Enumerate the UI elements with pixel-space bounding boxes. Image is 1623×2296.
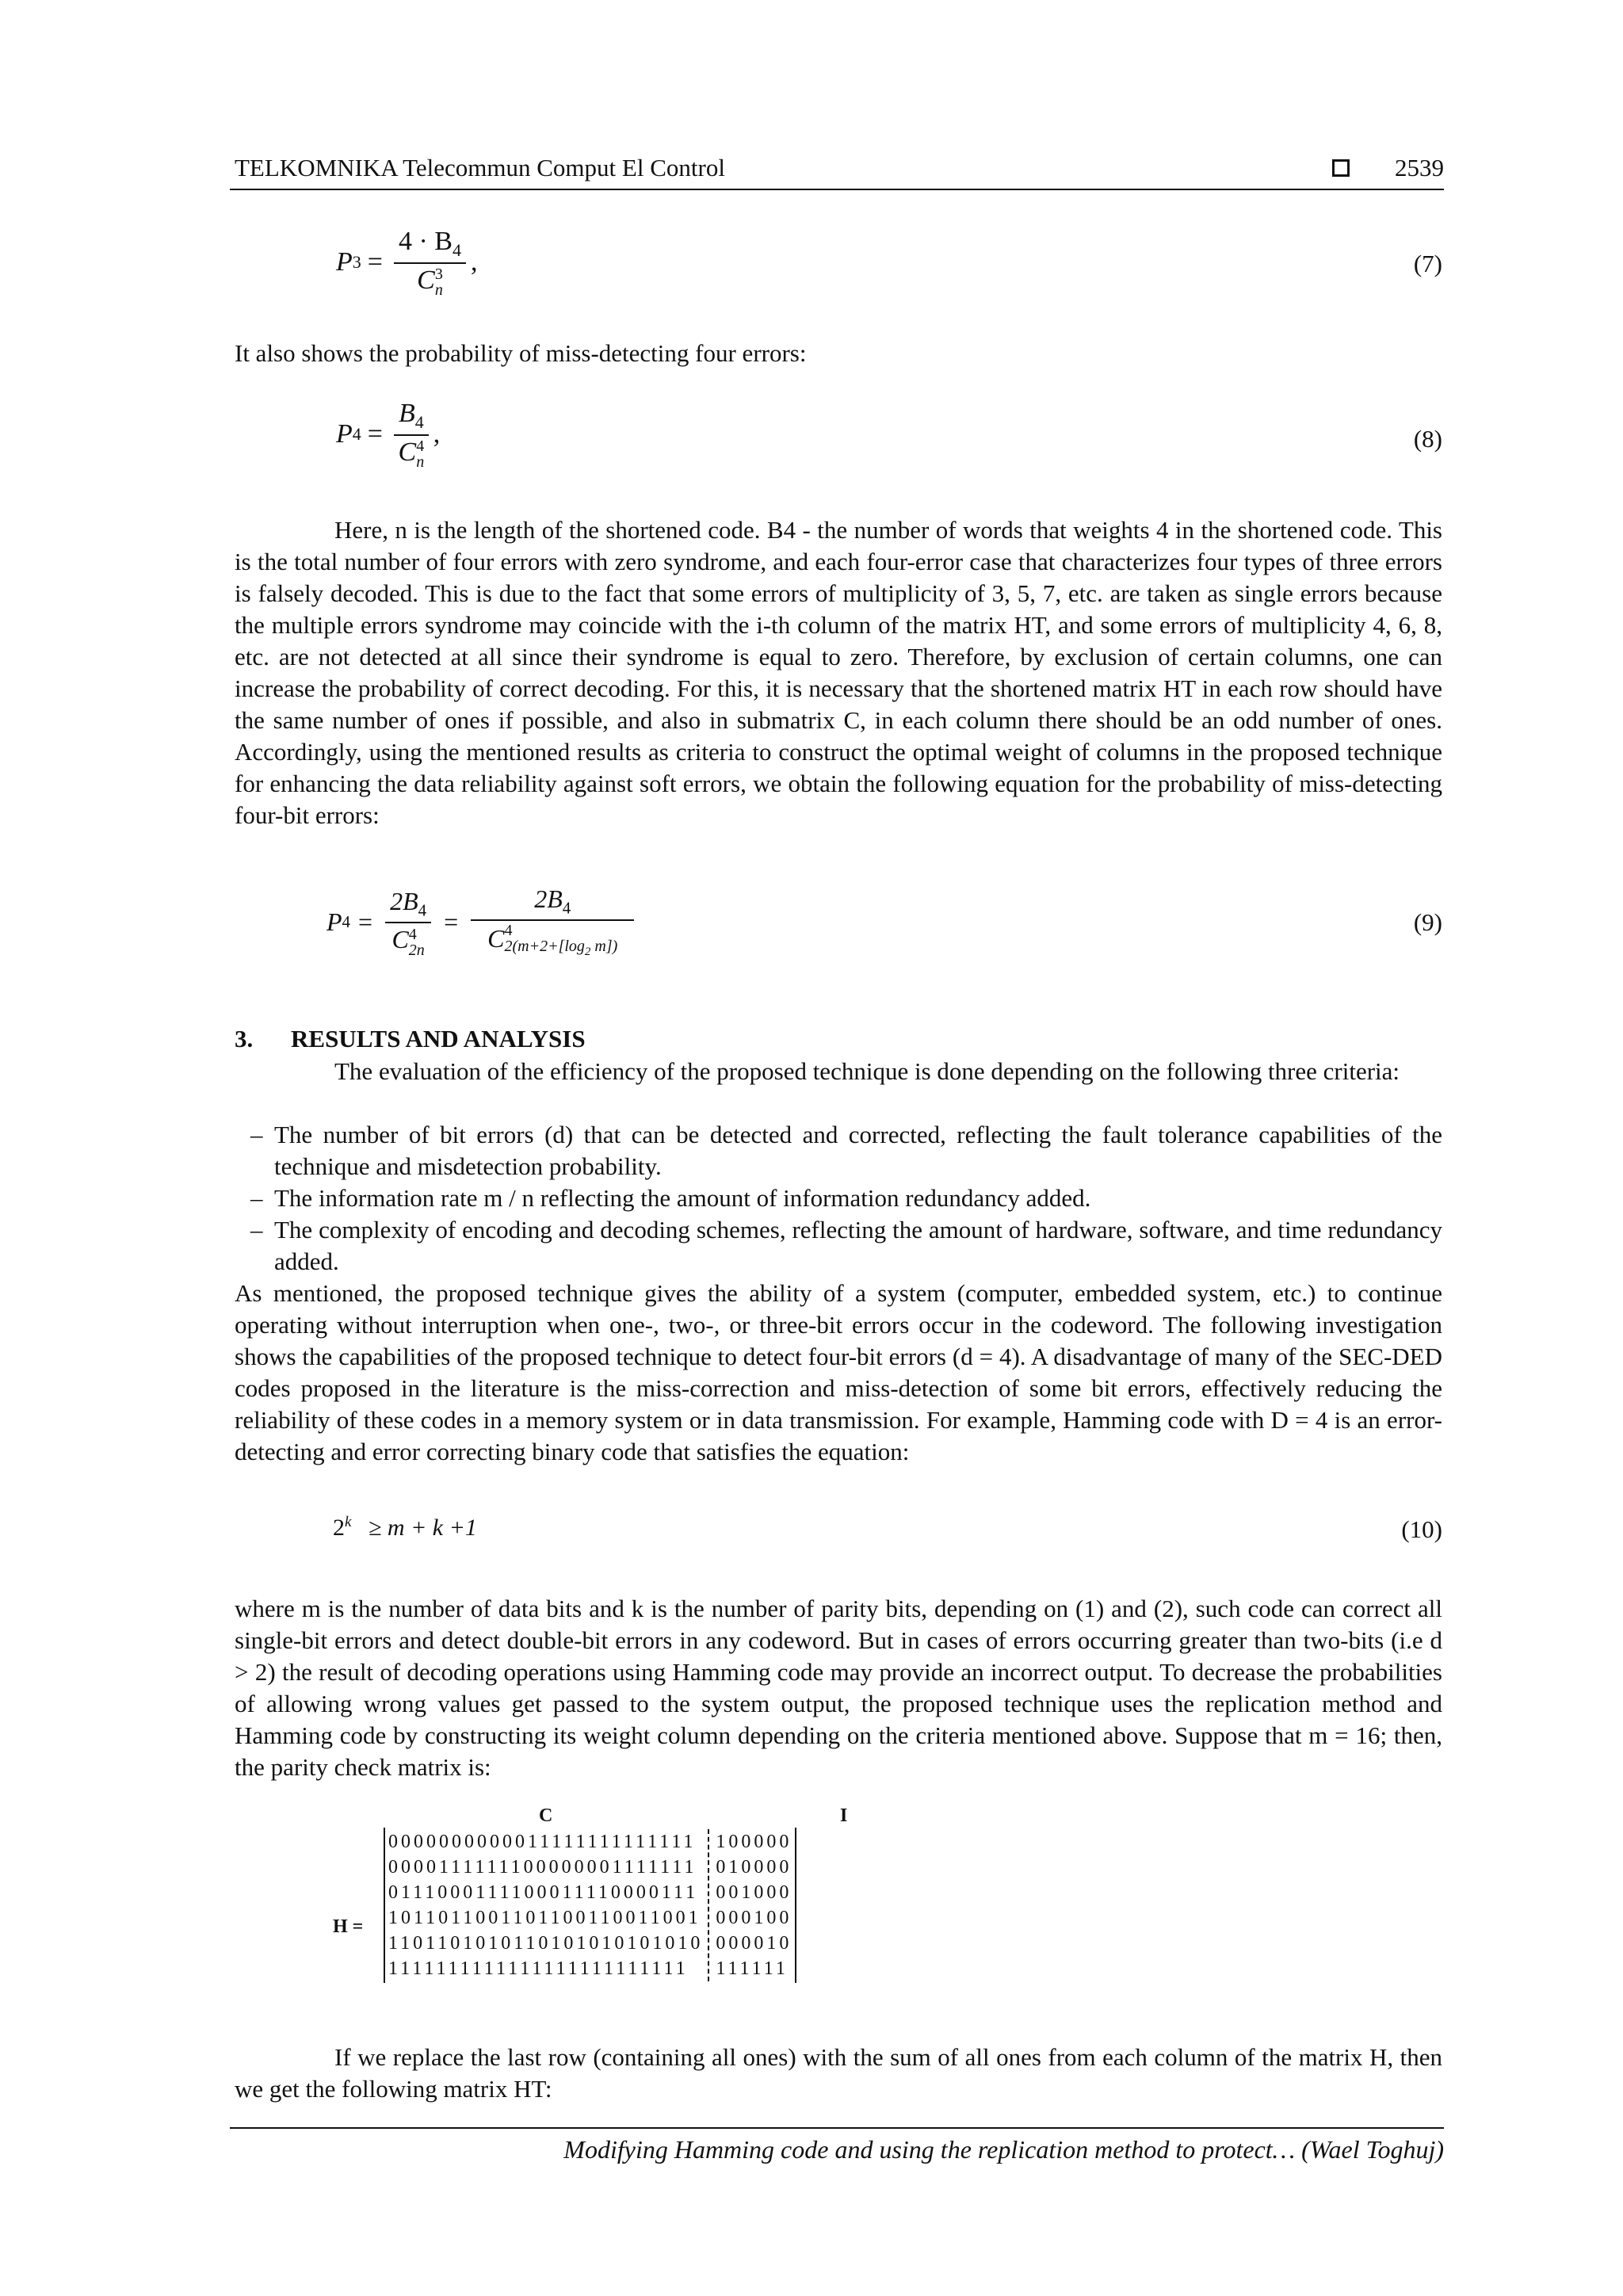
equation-10: 2$^k$ ≥ m + k +1 [333,1514,477,1541]
matrix-i-label: I [840,1805,848,1826]
matrix-i-block [716,1829,792,1981]
bullet-item-2: – The information rate m / n reflecting the amount of information redundancy added. [235,1182,1442,1214]
paragraph-intro-eq8: It also shows the probability of miss-detecting four errors: [235,339,807,367]
matrix-row: 000100 [716,1908,792,1928]
bullet-item-1: – The number of bit errors (d) that can be detected and corrected, reflecting the fault tolerance capabilities of the technique and misdetection probability. [250,1121,1442,1180]
matrix-row: 0000111111100000001111111 [388,1857,697,1878]
footer-title: Modifying Hamming code and using the replication method to protect… (Wael Toghuj) [563,2135,1444,2164]
matrix-row: 001000 [716,1882,792,1903]
running-header: TELKOMNIKA Telecommun Comput El Control [235,154,725,181]
matrix-row: 1101101010110101010101010 [388,1933,704,1954]
equation-8: P 4 = $B_4$ C 4 n , [336,399,441,471]
matrix-row: 100000 [716,1832,792,1852]
equation-10-label: (10) [1401,1515,1442,1543]
paragraph-where: where m is the number of data bits and k is the number of parity bits, depending on (1) and (2), such code can correct all single-bit errors and detect double-bit errors in any codeword. But in cases of errors occurring greater than two-bits (i.e d > 2) the result of decoding operations using Hamming code may provide an incorrect output. To decrease the probabilities of allowing wrong values get passed to the system output, the proposed technique uses the replication method and Hamming code by constructing its weight column depending on the criteria mentioned above. Suppose that m = 16; then, the parity check matrix is: [235,1595,1442,1781]
matrix-row: 0111000111100011110000111 [388,1882,699,1903]
matrix-label: H = [333,1916,364,1937]
paragraph-as-mentioned: As mentioned, the proposed technique gives the ability of a system (computer, embedded system, etc.) to continue operating without interruption when one-, two-, or three-bit errors occur in the codeword. The following investigation shows the capabilities of the proposed technique to detect four-bit errors (d = 4). A disadvantage of many of the SEC-DED codes proposed in the literature is the miss-correction and miss-detection of some bit errors, effectively reducing the reliability of these codes in a memory system or in data transmission. For example, Hamming code with D = 4 is an error-detecting and error correcting binary code that satisfies the equation: [235,1279,1442,1465]
paragraph-evaluation: The evaluation of the efficiency of the proposed technique is done depending on the following three criteria: [334,1057,1400,1085]
equation-9-label: (9) [1413,908,1442,936]
matrix-row: 1111111111111111111111111 [388,1958,689,1979]
section-title: RESULTS AND ANALYSIS [291,1025,586,1052]
matrix-row: 111111 [716,1958,789,1979]
equation-8-label: (8) [1413,425,1442,453]
bullet-item-3: – The complexity of encoding and decoding schemes, reflecting the amount of hardware, software, and time redundancy added. [250,1216,1442,1275]
matrix-c-block [388,1829,703,1981]
section-number: 3. [235,1025,254,1052]
equation-7: P 3 = $4 \cdot B_4$ C 3 n , [336,227,478,299]
matrix-row: 000010 [716,1933,792,1954]
paragraph-replace: If we replace the last row (containing all ones) with the sum of all ones from each column of the matrix H, then we get the following matrix HT: [235,2043,1442,2103]
equation-7-label: (7) [1413,250,1442,277]
page-number: 2539 [1395,154,1444,181]
paragraph-here: Here, n is the length of the shortened code. B4 - the number of words that weights 4 in the shortened code. This is the total number of four errors with zero syndrome, and each four-error case that characterizes four types of three errors is falsely decoded. This is due to the fact that some errors of multiplicity of 3, 5, 7, etc. are taken as single errors because the multiple errors syndrome may coincide with the i-th column of the matrix HT, and some errors of multiplicity 4, 6, 8, etc. are not detected at all since their syndrome is equal to zero. Therefore, by exclusion of certain columns, one can increase the probability of correct decoding. For this, it is necessary that the shortened matrix HT in each row should have the same number of ones if possible, and also in submatrix C, in each column there should be an odd number of ones. Accordingly, using the mentioned results as criteria to construct the optimal weight of columns in the proposed technique for enhancing the data reliability against soft errors, we obtain the following equation for the probability of miss-detecting four-bit errors: [235,516,1442,829]
footer-rule [230,2127,1444,2129]
header-rule [230,189,1444,190]
matrix-c-label: C [539,1805,553,1826]
matrix-row: 0000000000011111111111111 [388,1832,697,1852]
equation-9: P 4 = $2B_4$ C 4 2n = $2B_4$ C 4 $2(m+2+[\log_2$ m]) [327,884,639,960]
dash-icon: – [250,1121,263,1148]
matrix-divider [708,1829,709,1981]
checkbox-icon [1332,159,1350,177]
dash-icon: – [250,1216,263,1244]
matrix-row: 010000 [716,1857,792,1878]
section-heading [235,1025,586,1053]
matrix-row: 1011011001101100110011001 [388,1908,701,1928]
matrix-h [384,1828,796,1983]
dash-icon: – [250,1184,263,1212]
